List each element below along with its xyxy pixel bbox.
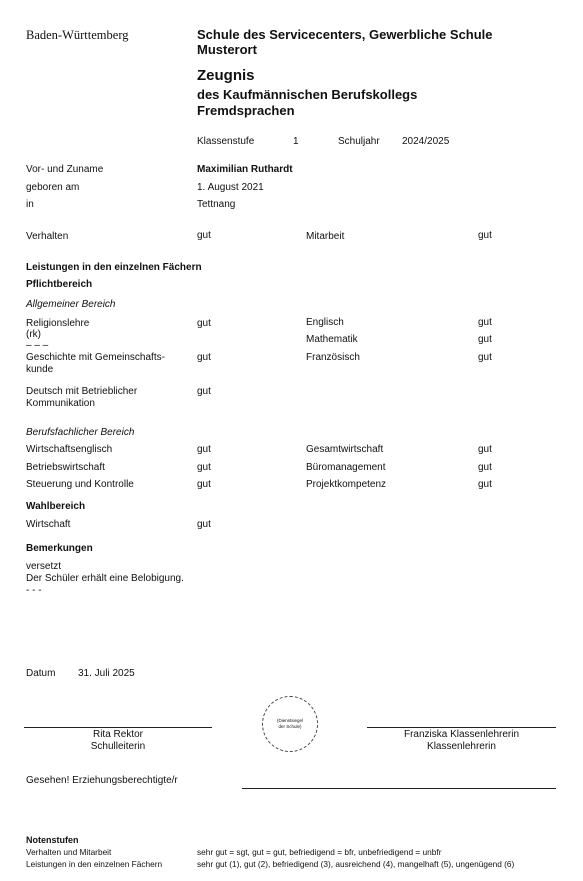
gesamtwirtschaft-label: Gesamtwirtschaft [306, 444, 384, 455]
principal-signature-line [24, 727, 212, 728]
verhalten-label: Verhalten [26, 231, 69, 242]
bueromanagement-label: Büromanagement [306, 462, 386, 473]
birthplace-label: in [26, 199, 34, 210]
date-label: Datum [26, 668, 56, 679]
teacher-role: Klassenlehrerin [427, 741, 496, 752]
mitarbeit-label: Mitarbeit [306, 231, 345, 242]
deutsch-label: Deutsch mit Betrieblicher Kommunikation [26, 386, 138, 409]
guardian-signature-line [242, 788, 556, 789]
religion-label: Religionslehre (rk) – – – [26, 318, 90, 351]
mathematik-grade: gut [478, 334, 492, 345]
gesamtwirtschaft-grade: gut [478, 444, 492, 455]
wirtschaft-grade: gut [197, 519, 211, 530]
religion-grade: gut [197, 318, 211, 329]
principal-name: Rita Rektor [92, 729, 143, 740]
seal-text: (Dienstsiegel der Schule) [276, 718, 303, 729]
geschichte-label: Geschichte mit Gemeinschafts- kunde [26, 352, 165, 375]
document-title: Zeugnis [197, 67, 255, 84]
englisch-grade: gut [478, 317, 492, 328]
document-subtitle: des Kaufmännischen Berufskollegs Fremdsprachen [197, 87, 418, 118]
berufsfachlich-heading: Berufsfachlicher Bereich [26, 427, 135, 438]
projektkompetenz-grade: gut [478, 479, 492, 490]
mathematik-label: Mathematik [306, 334, 358, 345]
steuerung-grade: gut [197, 479, 211, 490]
deutsch-grade: gut [197, 386, 211, 397]
guardian-label: Gesehen! Erziehungsberechtigte/r [26, 775, 178, 786]
allgemein-heading: Allgemeiner Bereich [26, 299, 116, 310]
wirtschaftsenglisch-grade: gut [197, 444, 211, 455]
principal-role: Schulleiterin [90, 741, 146, 752]
legend-performance-scale: sehr gut (1), gut (2), befriedigend (3), ausreichend (4), mangelhaft (5), ungenügend (6) [197, 859, 515, 869]
wahlbereich-heading: Wahlbereich [26, 501, 86, 512]
steuerung-label: Steuerung und Kontrolle [26, 479, 134, 490]
verhalten-grade: gut [197, 230, 211, 241]
teacher-name: Franziska Klassenlehrerin [403, 729, 520, 740]
betriebswirtschaft-grade: gut [197, 462, 211, 473]
geschichte-grade: gut [197, 352, 211, 363]
born-label: geboren am [26, 182, 80, 193]
klassenstufe-value: 1 [293, 136, 299, 147]
klassenstufe-label: Klassenstufe [197, 136, 255, 147]
remarks-text: versetzt Der Schüler erhält eine Belobigung. - - - [26, 561, 184, 596]
pflichtbereich-heading: Pflichtbereich [26, 279, 93, 290]
wirtschaftsenglisch-label: Wirtschaftsenglisch [26, 444, 113, 455]
wirtschaft-label: Wirtschaft [26, 519, 71, 530]
born-value: 1. August 2021 [197, 182, 264, 193]
schuljahr-label: Schuljahr [338, 136, 380, 147]
school-seal [262, 696, 318, 752]
teacher-signature-line [367, 727, 556, 728]
state-name: Baden-Württemberg [26, 28, 129, 42]
franzoesisch-label: Französisch [306, 352, 360, 363]
school-name: Schule des Servicecenters, Gewerbliche Schule Musterort [197, 27, 493, 57]
mitarbeit-grade: gut [478, 230, 492, 241]
legend-performance-label: Leistungen in den einzelnen Fächern [26, 859, 163, 869]
legend-conduct-label: Verhalten und Mitarbeit [26, 847, 112, 857]
student-name: Maximilian Ruthardt [197, 164, 293, 175]
bemerkungen-heading: Bemerkungen [26, 543, 93, 554]
schuljahr-value: 2024/2025 [402, 136, 450, 147]
leistungen-heading: Leistungen in den einzelnen Fächern [26, 262, 202, 273]
birthplace-value: Tettnang [197, 199, 236, 210]
date-value: 31. Juli 2025 [78, 668, 135, 679]
legend-conduct-scale: sehr gut = sgt, gut = gut, befriedigend = bfr, unbefriedigend = unbfr [197, 847, 442, 857]
name-label: Vor- und Zuname [26, 164, 104, 175]
bueromanagement-grade: gut [478, 462, 492, 473]
englisch-label: Englisch [306, 317, 344, 328]
projektkompetenz-label: Projektkompetenz [306, 479, 387, 490]
notenstufen-heading: Notenstufen [26, 835, 79, 845]
franzoesisch-grade: gut [478, 352, 492, 363]
betriebswirtschaft-label: Betriebswirtschaft [26, 462, 105, 473]
